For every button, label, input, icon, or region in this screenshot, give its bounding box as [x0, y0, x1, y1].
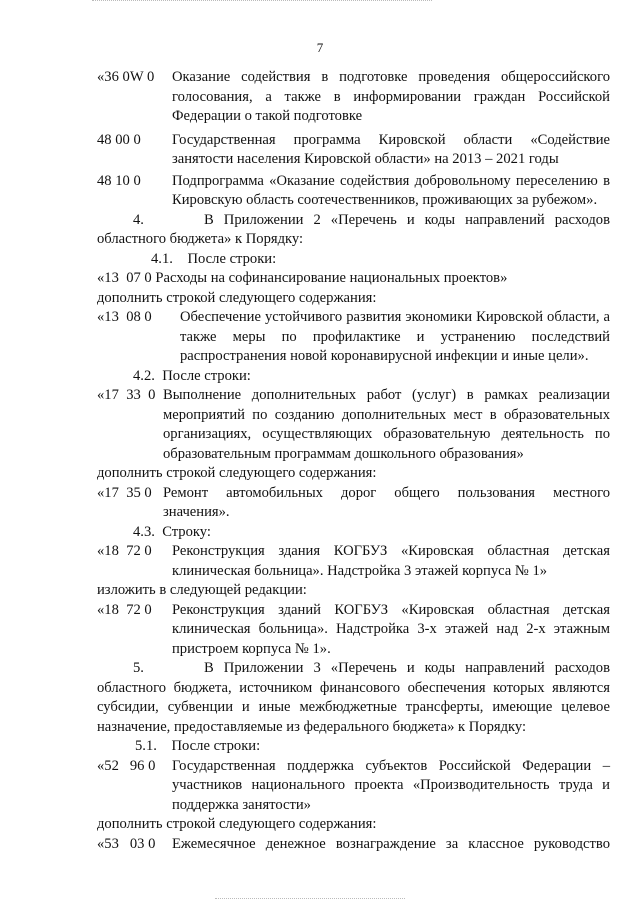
code-entry-52-96	[97, 757, 610, 816]
entry-line: Ежемесячное денежное вознаграждение за классное руководство	[172, 835, 610, 852]
quote-13-07: «13 07 0 Расходы на софинансирование национальных проектов»	[97, 270, 508, 286]
code-entry-36-0w	[97, 68, 610, 127]
entry-line: организациях, осуществляющих образовательную деятельность по	[163, 426, 610, 442]
entry-text	[172, 542, 610, 581]
entry-code: «13 08 0	[97, 309, 152, 325]
entry-code: 48 00 0	[97, 131, 141, 148]
entry-line: участников национального проекта «Производительность труда и	[172, 777, 610, 793]
entry-code: 48 10 0	[97, 172, 141, 189]
item-5	[97, 659, 610, 737]
entry-line: занятости населения Кировской области» на 2013 – 2021 годы	[172, 151, 559, 167]
entry-text	[172, 131, 610, 170]
entry-line: клиническая больница». Надстройка 3 этажей корпуса № 1»	[172, 562, 548, 579]
entry-code: «18 72 0	[97, 601, 152, 618]
entry-code: «17 35 0	[97, 484, 152, 501]
code-entry-17-33	[97, 386, 610, 464]
item-4-3: 4.3. Строку:	[133, 523, 211, 540]
scan-artifact-bottom	[215, 898, 405, 903]
entry-line: также меры по профилактике и устранению последствий	[180, 328, 610, 345]
entry-line: голосования, а также в информировании граждан Российской	[172, 88, 610, 105]
entry-text	[172, 68, 610, 127]
entry-line: распространения новой коронавирусной инфекции и иные цели».	[180, 348, 589, 364]
entry-text	[180, 308, 610, 367]
entry-line: Подпрограмма «Оказание содействия добровольному переселению в	[172, 172, 610, 189]
code-entry-17-35	[97, 484, 610, 523]
document-body	[97, 68, 610, 854]
entry-code: «36 0W 0	[97, 69, 155, 85]
entry-line: мероприятий по созданию дополнительных мест в образовательных	[163, 406, 610, 423]
entry-line: значения».	[163, 504, 230, 520]
code-entry-48-10	[97, 172, 610, 211]
entry-line: Реконструкция здания КОГБУЗ «Кировская областная детская	[172, 543, 610, 559]
entry-line: клиническая больница». Надстройка 3-х этажей над 2-х этажным	[172, 621, 610, 637]
entry-text	[172, 172, 610, 211]
entry-text	[172, 835, 610, 855]
entry-text	[163, 386, 610, 464]
entry-code: «52 96 0	[97, 757, 156, 774]
item-4-line: 4. В Приложении 2 «Перечень и коды направлений расходов	[133, 211, 610, 228]
entry-text	[172, 601, 610, 660]
item-5-line: субсидии, субвенции и иные межбюджетные трансферты, имеющие целевое	[97, 699, 610, 715]
item-4	[97, 211, 610, 250]
entry-line: Оказание содействия в подготовке проведения общероссийского	[172, 69, 610, 85]
entry-text	[172, 757, 610, 816]
scan-artifact-top	[92, 0, 432, 5]
entry-line: Федерации о такой подготовке	[172, 108, 363, 124]
page-number: 7	[316, 40, 324, 55]
entry-line: Государственная программа Кировской области «Содействие	[172, 131, 610, 148]
entry-line: Обеспечение устойчивого развития экономики Кировской области, а	[180, 309, 610, 325]
code-entry-18-72-old	[97, 542, 610, 581]
entry-text	[163, 484, 610, 523]
restate-label: изложить в следующей редакции:	[97, 582, 307, 598]
entry-line: Реконструкция зданий КОГБУЗ «Кировская областная детская	[172, 601, 610, 618]
code-entry-48-00	[97, 131, 610, 170]
entry-line: Кировскую область соотечественников, проживающих за рубежом».	[172, 192, 598, 208]
supplement-label: дополнить строкой следующего содержания:	[97, 289, 377, 306]
code-entry-18-72-new	[97, 601, 610, 660]
supplement-label: дополнить строкой следующего содержания:	[97, 465, 377, 481]
code-entry-13-08	[97, 308, 610, 367]
item-5-line: областного бюджета, источником финансового обеспечения которых являются	[97, 679, 610, 696]
item-5-line: 5. В Приложении 3 «Перечень и коды направлений расходов	[133, 660, 610, 676]
entry-line: поддержка занятости»	[172, 796, 311, 813]
entry-line: пристроем корпуса № 1».	[172, 640, 331, 657]
code-entry-53-03	[97, 835, 610, 855]
item-4-line: областного бюджета» к Порядку:	[97, 231, 304, 247]
entry-line: Выполнение дополнительных работ (услуг) в рамках реализации	[163, 387, 610, 403]
entry-line: Ремонт автомобильных дорог общего пользования местного	[163, 484, 610, 501]
entry-code: «53 03 0	[97, 835, 156, 852]
entry-line: образовательным программам дошкольного образования»	[163, 445, 524, 462]
supplement-label: дополнить строкой следующего содержания:	[97, 816, 377, 832]
entry-line: Государственная поддержка субъектов Российской Федерации –	[172, 757, 610, 774]
item-4-2: 4.2. После строки:	[133, 367, 251, 384]
entry-code: «18 72 0	[97, 543, 152, 559]
item-4-1: 4.1. После строки:	[151, 250, 277, 267]
item-5-line: назначение, предоставляемые из федерального бюджета» к Порядку:	[97, 718, 527, 735]
entry-code: «17 33 0	[97, 387, 156, 403]
item-5-1: 5.1. После строки:	[135, 738, 261, 754]
